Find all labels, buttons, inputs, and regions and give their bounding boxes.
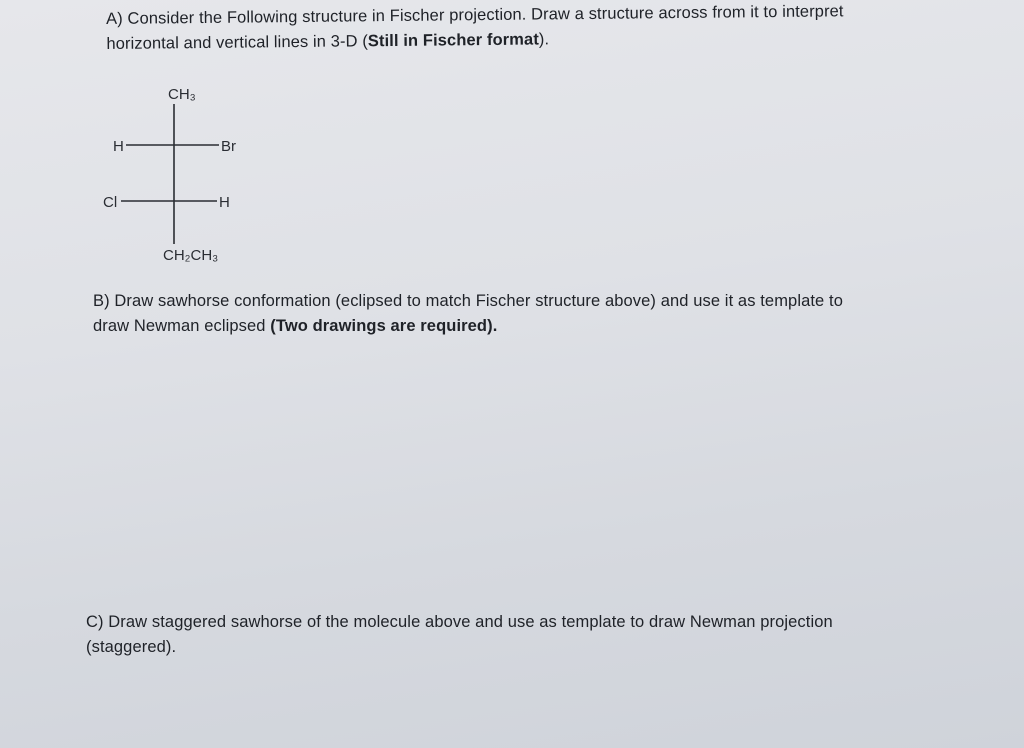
question-b-line2-bold: (Two drawings are required). bbox=[270, 317, 498, 335]
question-c-line2: (staggered). bbox=[86, 638, 177, 656]
question-c bbox=[86, 610, 986, 660]
fischer-bottom-group: CH₂CH₃ bbox=[163, 247, 219, 264]
fischer-top-group: CH₃ bbox=[168, 86, 196, 103]
question-a-line2-bold: Still in Fischer format bbox=[367, 30, 539, 51]
question-a-line2-end: ). bbox=[538, 30, 550, 49]
question-a-line2-text: horizontal and vertical lines in 3-D ( bbox=[106, 32, 368, 53]
question-b-line1: B) Draw sawhorse conformation (eclipsed to match Fischer structure above) and use it as template to bbox=[93, 292, 843, 310]
question-b-line2-text: draw Newman eclipsed bbox=[93, 317, 271, 335]
question-b bbox=[93, 289, 973, 339]
fischer-row1-left: H bbox=[113, 138, 124, 155]
fischer-row2-left: Cl bbox=[103, 194, 118, 211]
fischer-row2-right: H bbox=[219, 194, 230, 211]
question-b-line2 bbox=[93, 314, 973, 339]
question-a-line1: A) Consider the Following structure in Fischer projection. Draw a structure across from it to interpret bbox=[106, 2, 844, 28]
fischer-row1-right: Br bbox=[221, 138, 236, 155]
question-c-line1: C) Draw staggered sawhorse of the molecule above and use as template to draw Newman projection bbox=[86, 613, 833, 631]
